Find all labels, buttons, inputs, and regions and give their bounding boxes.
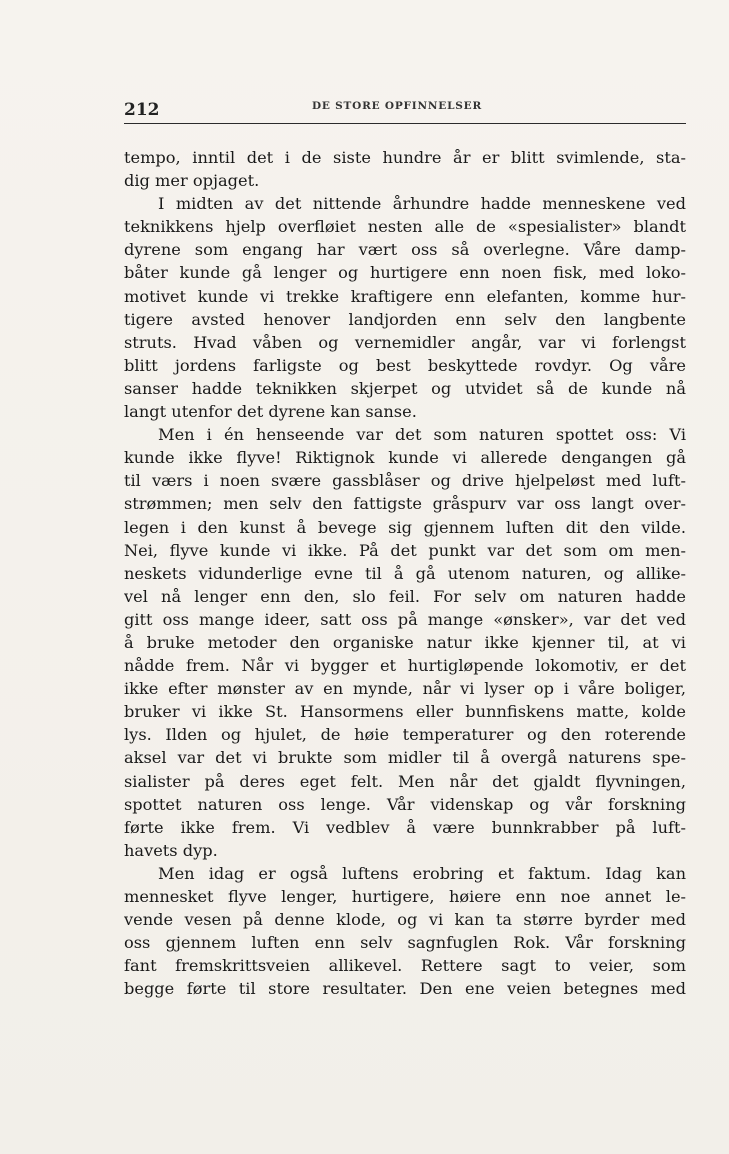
text-line: tigere avsted henover landjorden enn selv den langbente: [124, 309, 686, 329]
text-line: dig mer opjaget.: [124, 171, 260, 191]
text-line: mennesket flyve lenger, hurtigere, høiere enn noe annet le-: [124, 887, 686, 906]
page-header: [124, 96, 684, 126]
text-line: Men i én henseende var det som naturen spottet oss: Vi: [158, 425, 686, 445]
text-line: fant fremskrittsveien allikevel. Rettere sagt to veier, som: [124, 956, 686, 976]
text-line: begge førte til store resultater. Den ene veien betegnes med: [124, 979, 686, 999]
text-line: struts. Hvad våben og vernemidler angår, var vi forlengst: [124, 332, 686, 352]
text-line: lys. Ilden og hjulet, de høie temperaturer og den roterende: [124, 725, 686, 745]
text-line: gitt oss mange ideer, satt oss på mange «ønsker», var det ved: [124, 609, 686, 629]
text-line: Men idag er også luftens erobring et faktum. Idag kan: [158, 863, 686, 883]
text-line: sialister på deres eget felt. Men når det gjaldt flyvningen,: [124, 771, 686, 791]
text-line: oss gjennem luften enn selv sagnfuglen Rok. Vår forskning: [124, 933, 686, 953]
text-line: førte ikke frem. Vi vedblev å være bunnkrabber på luft-: [124, 817, 686, 837]
header-rule: [124, 123, 686, 124]
text-line: nådde frem. Når vi bygger et hurtigløpende lokomotiv, er det: [124, 656, 686, 676]
text-line: til værs i noen svære gassblåser og drive hjelpeløst med luft-: [124, 471, 686, 491]
text-line: I midten av det nittende århundre hadde menneskene ved: [158, 194, 686, 214]
text-line: aksel var det vi brukte som midler til å overgå naturens spe-: [124, 748, 686, 768]
text-line: ikke efter mønster av en mynde, når vi lyser op i våre boliger,: [124, 679, 686, 699]
text-line: dyrene som engang har vært oss så overlegne. Våre damp-: [124, 240, 686, 260]
text-line: tempo, inntil det i de siste hundre år er blitt svimlende, sta-: [124, 148, 686, 167]
text-line: båter kunde gå lenger og hurtigere enn noen fisk, med loko-: [124, 263, 686, 283]
text-line: blitt jordens farligste og best beskyttede rovdyr. Og våre: [124, 355, 686, 375]
text-line: vel nå lenger enn den, slo feil. For selv om naturen hadde: [124, 586, 686, 606]
text-line: neskets vidunderlige evne til å gå utenom naturen, og allike-: [124, 563, 686, 583]
text-line: å bruke metoder den organiske natur ikke kjenner til, at vi: [124, 632, 686, 652]
text-line: kunde ikke flyve! Riktignok kunde vi allerede dengangen gå: [124, 448, 686, 468]
text-line: langt utenfor det dyrene kan sanse.: [124, 402, 417, 422]
text-line: sanser hadde teknikken skjerpet og utvidet så de kunde nå: [124, 378, 686, 398]
text-line: motivet kunde vi trekke kraftigere enn elefanten, komme hur-: [124, 286, 686, 306]
text-line: teknikkens hjelp overfløiet nesten alle de «spesialister» blandt: [124, 217, 686, 237]
text-line: Nei, flyve kunde vi ikke. På det punkt var det som om men-: [124, 540, 686, 560]
page-number: 212: [124, 100, 160, 120]
text-line: havets dyp.: [124, 840, 218, 860]
text-line: legen i den kunst å bevege sig gjennem luften dit den vilde.: [124, 517, 686, 537]
text-line: strømmen; men selv den fattigste gråspurv var oss langt over-: [124, 494, 686, 514]
running-head: DE STORE OPFINNELSER: [312, 100, 482, 112]
text-line: vende vesen på denne klode, og vi kan ta større byrder med: [124, 910, 686, 930]
text-line: spottet naturen oss lenge. Vår videnskap og vår forskning: [124, 794, 686, 814]
body-text: [124, 146, 686, 1000]
text-line: bruker vi ikke St. Hansormens eller bunnfiskens matte, kolde: [124, 702, 686, 722]
